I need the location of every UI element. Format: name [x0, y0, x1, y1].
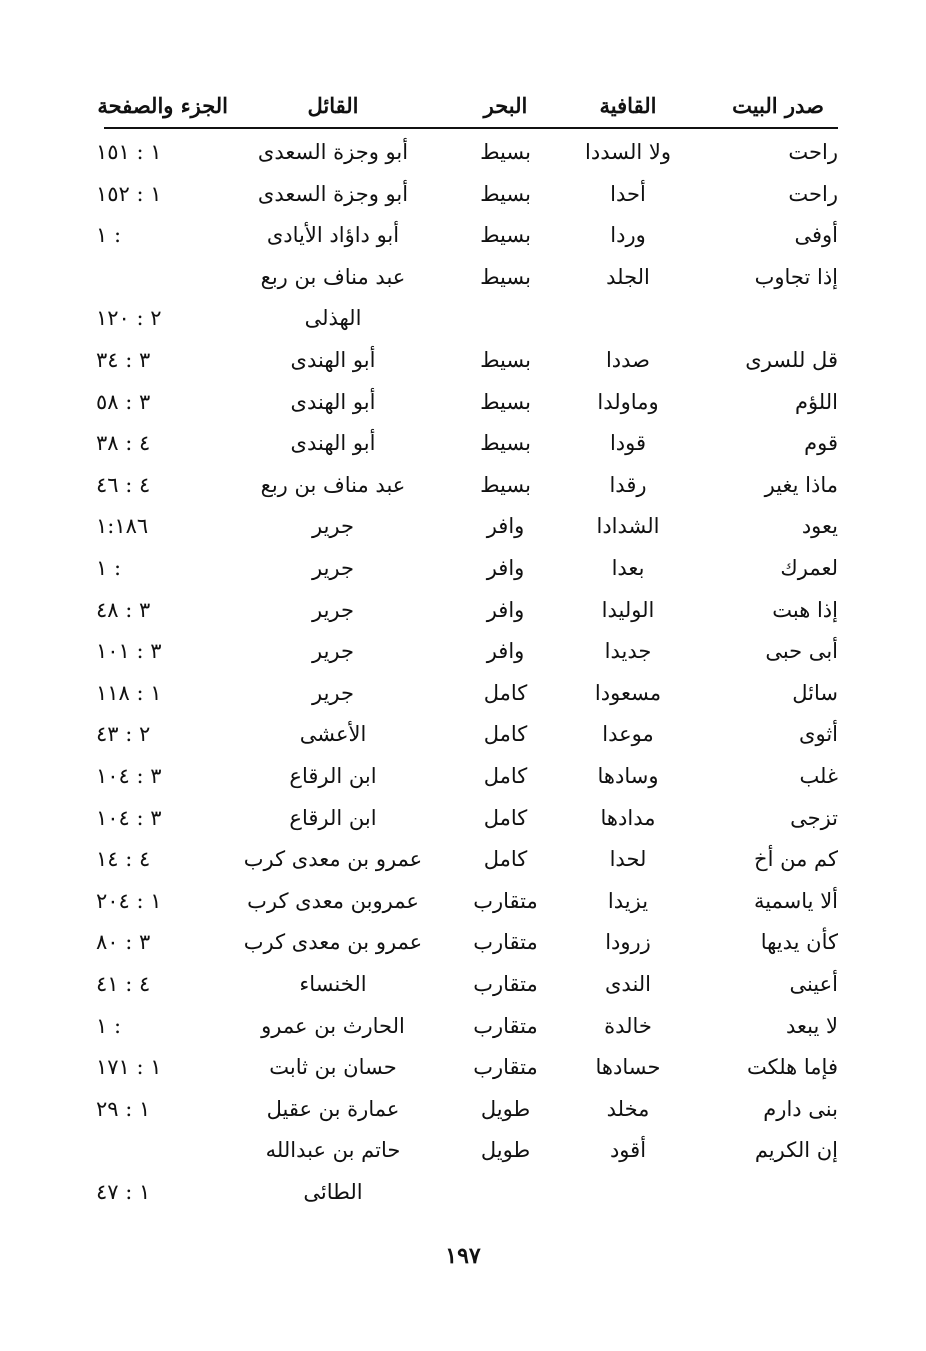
cell-bahr: بسيط: [480, 431, 531, 456]
table-row: [104, 256, 838, 298]
cell-qail: ابن الرقاع: [289, 764, 377, 788]
cell-sadr: فإما هلكت: [746, 1055, 838, 1080]
cell-sadr: [718, 297, 838, 339]
cell-sadr: لا يبعد: [786, 1013, 838, 1038]
cell-bahr: [453, 1171, 558, 1213]
cell-qail: ابن الرقاع: [289, 805, 377, 830]
cell-qail: جرير: [312, 556, 354, 580]
cell-qafia: ولا السددا: [585, 140, 671, 164]
table-row: [96, 755, 838, 797]
header-bahr: البحر: [483, 93, 528, 118]
table-row: [96, 1046, 838, 1088]
cell-ref: ١ : ٤٧: [96, 1180, 151, 1204]
cell-ref: ١ : ١١٨: [96, 680, 162, 705]
cell-qafia: بعدا: [611, 556, 645, 580]
table-row: [104, 1129, 838, 1171]
cell-qail: عمارة بن عقيل: [266, 1096, 400, 1121]
cell-ref: ٤ : ٤١: [96, 972, 151, 996]
header-qail: القائل: [307, 93, 359, 118]
cell-sadr: [718, 1171, 838, 1213]
cell-ref: ١ :: [96, 556, 122, 580]
header-ref: الجزء والصفحة: [97, 93, 228, 118]
cell-qail: جرير: [312, 514, 354, 539]
cell-sadr: راحت: [788, 181, 838, 206]
cell-bahr: كامل: [483, 722, 528, 747]
cell-qail: الأعشى: [299, 722, 367, 747]
cell-qail: عبد مناف بن ربع: [260, 264, 406, 289]
cell-qail: الهذلى: [304, 306, 362, 331]
cell-ref: ٣ : ٣٤: [96, 348, 151, 372]
cell-sadr: إذا هبت: [772, 597, 838, 622]
cell-ref: [96, 1129, 208, 1171]
table-row: [96, 838, 838, 880]
cell-ref: ١ :: [96, 1013, 122, 1038]
cell-bahr: طويل: [480, 1096, 531, 1121]
cell-sadr: قوم: [804, 431, 838, 456]
cell-qafia: صددا: [605, 348, 651, 372]
cell-qafia: الجلد: [606, 264, 650, 289]
cell-bahr: بسيط: [480, 348, 531, 372]
table-row: [96, 963, 838, 1005]
table-row: [96, 921, 838, 963]
cell-qafia: مخلد: [606, 1096, 650, 1121]
cell-qafia: وسادها: [597, 764, 659, 788]
cell-bahr: وافر: [486, 556, 525, 580]
cell-bahr: متقارب: [473, 888, 538, 913]
cell-bahr: وافر: [486, 639, 525, 664]
cell-ref: ٤ : ٤٦: [96, 472, 151, 497]
cell-ref: ٣ : ٨٠: [96, 930, 151, 955]
cell-sadr: ألا ياسمية: [753, 888, 838, 913]
table-row: [96, 630, 838, 672]
cell-qafia: [563, 297, 693, 339]
cell-bahr: طويل: [480, 1138, 531, 1163]
cell-sadr: إن الكريم: [754, 1138, 838, 1163]
cell-qafia: زرودا: [605, 930, 651, 955]
table-row: [96, 672, 838, 714]
cell-ref: ١ : ١٥٢: [96, 181, 162, 206]
cell-qail: حسان بن ثابت: [269, 1055, 397, 1080]
table-header: [97, 86, 838, 126]
cell-sadr: سائل: [792, 680, 838, 705]
cell-bahr: متقارب: [473, 1013, 538, 1038]
cell-qafia: أحدا: [610, 181, 646, 206]
table-row: [96, 339, 838, 381]
cell-sadr: كم من أخ: [754, 847, 838, 872]
cell-qail: أبو وجزة السعدى: [257, 140, 409, 164]
cell-ref: ١ :: [96, 223, 122, 248]
table-row: [96, 713, 838, 755]
table-row: [96, 1171, 838, 1213]
cell-qafia: الندى: [604, 972, 652, 996]
cell-sadr: لعمرك: [780, 556, 838, 580]
cell-qafia: رقدا: [609, 472, 647, 497]
table-row: [96, 173, 838, 215]
cell-qail: عمرو بن معدى كرب: [243, 847, 423, 872]
cell-sadr: قل للسرى: [745, 348, 838, 372]
cell-qafia: وماولدا: [597, 389, 659, 414]
table-row: [96, 1088, 838, 1130]
table-row: [96, 464, 838, 506]
cell-qafia: أقود: [609, 1138, 647, 1163]
cell-ref: ٣ : ٥٨: [96, 389, 151, 414]
cell-ref: ١ : ١٥١: [96, 140, 162, 164]
table-row: [96, 131, 838, 173]
cell-qail: جرير: [312, 680, 354, 705]
table-row: [96, 505, 838, 547]
cell-ref: ٢ : ٤٣: [96, 722, 151, 747]
cell-sadr: ماذا يغير: [764, 472, 838, 497]
page-number: ١٩٧: [445, 1243, 481, 1269]
cell-qail: الخنساء: [299, 972, 367, 996]
cell-ref: ١ : ١٧١: [96, 1055, 162, 1080]
cell-sadr: إذا تجاوب: [754, 264, 838, 289]
table-row: [96, 1005, 838, 1047]
cell-qafia: الشدادا: [596, 514, 660, 539]
cell-qafia: موعدا: [602, 722, 654, 747]
table-row: [96, 214, 838, 256]
cell-ref: ٤ : ٣٨: [96, 431, 151, 456]
cell-bahr: بسيط: [480, 181, 531, 206]
cell-qafia: [563, 1171, 693, 1213]
cell-sadr: أبى حبى: [765, 639, 838, 664]
cell-qail: أبو الهندى: [290, 389, 376, 414]
cell-qail: أبو وجزة السعدى: [257, 181, 409, 206]
table-row: [96, 880, 838, 922]
cell-qafia: يزيدا: [607, 888, 649, 913]
cell-qail: أبو الهندى: [290, 431, 376, 456]
header-rule: [104, 127, 838, 129]
cell-ref: ٣ : ١٠٤: [96, 764, 162, 788]
cell-ref: ١ : ٢٠٤: [96, 888, 162, 913]
table-row: [96, 422, 838, 464]
cell-qail: الحارث بن عمرو: [261, 1013, 405, 1038]
cell-bahr: متقارب: [473, 1055, 538, 1080]
cell-qafia: وردا: [610, 223, 646, 248]
cell-ref: ٤ : ١٤: [96, 847, 151, 872]
cell-qail: عمروبن معدى كرب: [247, 888, 419, 913]
cell-sadr: أثوى: [799, 722, 838, 747]
cell-qafia: مدادها: [600, 805, 656, 830]
cell-bahr: كامل: [483, 805, 528, 830]
header-qafia: القافية: [599, 93, 657, 118]
cell-qail: أبو الهندى: [290, 348, 376, 372]
cell-ref: ١:١٨٦: [96, 514, 149, 539]
cell-qafia: جديدا: [604, 639, 652, 664]
cell-ref: ٣ : ١٠٤: [96, 805, 162, 830]
cell-sadr: كأن يديها: [760, 930, 838, 955]
cell-bahr: بسيط: [480, 223, 531, 248]
cell-sadr: غلب: [799, 764, 838, 788]
cell-ref: ١ : ٢٩: [96, 1096, 151, 1121]
cell-qafia: قودا: [609, 431, 647, 456]
cell-ref: ٢ : ١٢٠: [96, 306, 162, 331]
cell-bahr: كامل: [483, 847, 528, 872]
cell-qail: حاتم بن عبدالله: [265, 1138, 401, 1163]
cell-bahr: [453, 297, 558, 339]
cell-bahr: وافر: [486, 514, 525, 539]
table-row: [96, 589, 838, 631]
cell-sadr: اللؤم: [794, 389, 838, 414]
cell-bahr: بسيط: [480, 264, 531, 289]
cell-ref: ٣ : ٤٨: [96, 597, 151, 622]
table-row: [96, 547, 838, 589]
cell-qafia: لحدا: [609, 847, 647, 872]
cell-sadr: يعود: [801, 514, 838, 539]
cell-qail: أبو داؤاد الأيادى: [266, 223, 400, 248]
cell-qail: جرير: [312, 639, 354, 664]
cell-qail: جرير: [312, 597, 354, 622]
table-row: [96, 381, 838, 423]
cell-qafia: خالدة: [604, 1013, 652, 1038]
cell-bahr: متقارب: [473, 930, 538, 955]
table-row: [96, 797, 838, 839]
cell-qafia: حسادها: [595, 1055, 661, 1080]
cell-qail: الطائى: [303, 1180, 363, 1204]
cell-ref: ٣ : ١٠١: [96, 639, 162, 664]
cell-qail: عبد مناف بن ربع: [260, 472, 406, 497]
cell-bahr: وافر: [486, 597, 525, 622]
cell-sadr: أوفى: [794, 223, 838, 248]
cell-qafia: الوليدا: [601, 597, 655, 622]
table-row: [96, 297, 838, 339]
cell-bahr: بسيط: [480, 389, 531, 414]
cell-sadr: أعينى: [789, 972, 838, 996]
cell-bahr: متقارب: [473, 972, 538, 996]
cell-sadr: تزجى: [790, 805, 838, 830]
cell-bahr: كامل: [483, 680, 528, 705]
cell-qail: عمرو بن معدى كرب: [243, 930, 423, 955]
cell-ref: [96, 256, 208, 298]
cell-bahr: بسيط: [480, 140, 531, 164]
cell-sadr: بنى دارم: [763, 1096, 838, 1121]
cell-sadr: راحت: [788, 140, 838, 164]
cell-qafia: مسعودا: [594, 680, 662, 705]
header-sadr: صدر البيت: [732, 93, 824, 118]
cell-bahr: كامل: [483, 764, 528, 788]
cell-bahr: بسيط: [480, 472, 531, 497]
